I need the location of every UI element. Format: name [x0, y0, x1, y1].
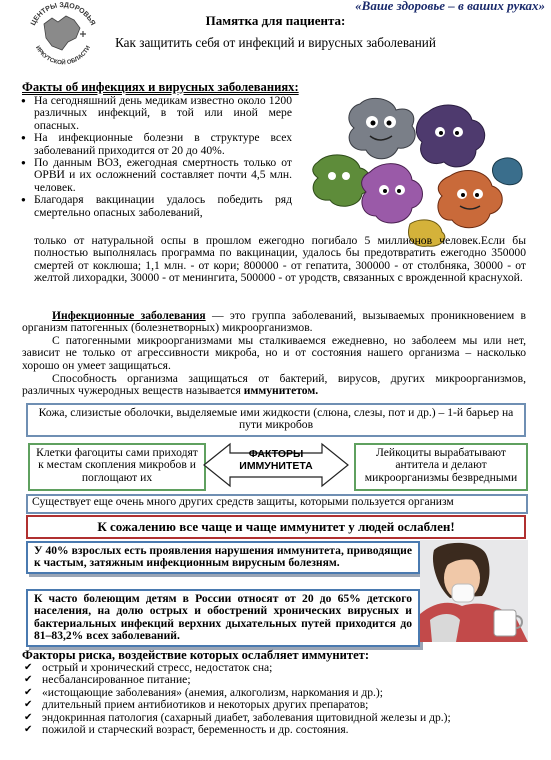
- list-item: ✔ эндокринная патология (сахарный диабет, заболевания щитовидной железы и др.);: [22, 712, 532, 724]
- children-statistic-box: [26, 589, 420, 647]
- paragraph-exposure: С патогенными микроорганизмами мы сталкиваемся ежедневно, но заболеем мы или нет, зависит не только от агрессивности микроба, но и от состояния нашего организма – насколько хорошо он умеет защищаться.: [22, 334, 526, 372]
- phagocytes-box: [28, 443, 206, 491]
- definition-term: Инфекционные заболевания: [52, 309, 206, 322]
- other-defense-box: [26, 494, 528, 514]
- immunity-factors-label: ФАКТОРЫ ИММУНИТЕТА: [239, 448, 313, 472]
- adult-statistic-text: У 40% взрослых есть проявления нарушения иммунитета, приводящие к частым, затяжным инфекционным вирусным болезням.: [34, 544, 412, 570]
- adult-statistic-box: [26, 541, 420, 574]
- leukocytes-text: Лейкоциты вырабатывают антитела и делают микроорганизмы безвредными: [364, 446, 518, 484]
- children-statistic-text: К часто болеющим детям в России относят от 20 до 65% детского населения, на долю острых и обострений хронических вирусных и бактериальных инфекций верхних дыхательных путей приходится до 81–83,2% всех заболеваний.: [34, 592, 412, 643]
- immunity-term: иммунитетом.: [243, 384, 319, 398]
- paragraph-immunity: [22, 373, 526, 398]
- leukocytes-box: [354, 443, 528, 491]
- warning-banner: [26, 515, 526, 539]
- list-item: ✔ острый и хронический стресс, недостаток сна;: [22, 662, 532, 674]
- first-barrier-text: Кожа, слизистые оболочки, выделяемые ими жидкости (слюна, слезы, пот и др.) – 1-й барьер на пути микробов: [38, 406, 514, 432]
- immunity-text: Способность организма защищаться от бактерий, вирусов, других микроорганизмов, различных чужеродных веществ называется: [22, 372, 526, 398]
- slogan: «Ваше здоровье – в ваших руках»: [355, 0, 545, 13]
- list-item: ✔ длительный прием антибиотиков и некоторых других препаратов;: [22, 699, 532, 711]
- list-item: ● На сегодняшний день медикам известно около 1200 различных инфекций, в той или иной мере опасных.: [20, 95, 292, 132]
- sick-woman-photo: [420, 540, 528, 642]
- memo-title: Памятка для пациента:: [205, 13, 346, 28]
- risk-list: [22, 662, 532, 736]
- warning-text: К сожалению все чаще и чаще иммунитет у людей ослаблен!: [97, 519, 455, 534]
- infection-definition: [22, 310, 526, 335]
- risk-heading: Факторы риска, воздействие которых ослабляет иммунитет:: [22, 648, 370, 662]
- list-item: ✔ «истощающие заболевания» (анемия, алкоголизм, наркомания и др.);: [22, 687, 532, 699]
- germs-illustration: [300, 92, 526, 248]
- list-item: ● На инфекционные болезни в структуре всех заболеваний приходится от 20 до 40%.: [20, 132, 292, 157]
- definition-text: — это группа заболеваний, вызываемых проникновением в организм патогенных (болезнетворных) микроорганизмов.: [22, 309, 526, 335]
- list-item: ✔ пожилой и старческий возраст, беременность и др. состояния.: [22, 724, 532, 736]
- list-item: ● Благодаря вакцинации удалось победить ряд смертельно опасных заболеваний,: [20, 194, 292, 219]
- page-subtitle: Как защитить себя от инфекций и вирусных заболеваний: [115, 35, 436, 50]
- logo-text-top: ЦЕНТРЫ ЗДОРОВЬЯ: [29, 1, 97, 27]
- facts-heading: Факты об инфекциях и вирусных заболеваниях:: [22, 80, 299, 94]
- list-item: ● По данным ВОЗ, ежегодная смертность только от ОРВИ и их осложнений составляет почти 4,5 млн. человек.: [20, 157, 292, 194]
- facts-list: [20, 95, 292, 219]
- other-defense-text: Существует еще очень много других средств защиты, которыми пользуется организм: [32, 495, 454, 508]
- logo-text-bottom: ИРКУТСКОЙ ОБЛАСТИ: [33, 45, 93, 67]
- first-barrier-box: [26, 403, 526, 437]
- list-item: ✔ несбалансированное питание;: [22, 674, 532, 686]
- phagocytes-text: Клетки фагоциты сами приходят к местам скопления микробов и поглощают их: [36, 446, 198, 484]
- vaccination-continuation: только от натуральной оспы в прошлом ежегодно погибало 5 миллионов человек.Если бы полностью выполнялась программа по вакцинации, удалось бы предотвратить ежегодно 350000 смертей от коклюша; 1,1 млн. - от кори; 800000 - от гепатита, 300000 - от столбняка, 30000 - от желтой лихорадки, 30000 - от менингита, 500000 - от уродств, связанных с врожденной краснухой.: [34, 234, 526, 285]
